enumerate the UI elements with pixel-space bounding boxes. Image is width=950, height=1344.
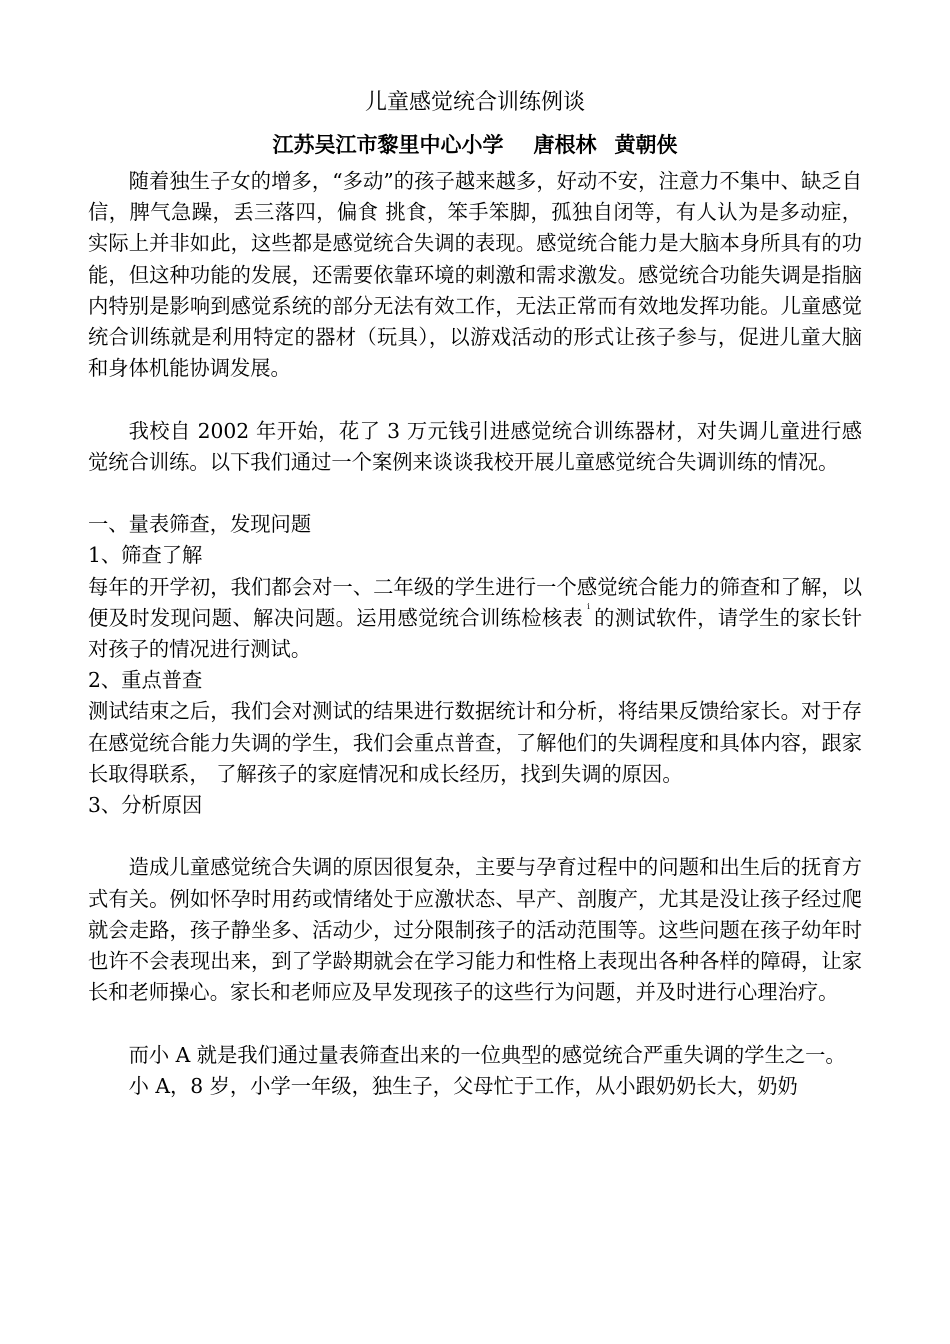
paragraph-spacer [88, 384, 862, 415]
subheading-2: 2、重点普查 [88, 668, 203, 693]
byline-school: 江苏吴江市黎里中心小学 [272, 133, 504, 157]
byline-author-2: 黄朝侠 [614, 133, 678, 157]
endnote-marker: i [587, 601, 590, 611]
subheading-3: 3、分析原因 [88, 793, 203, 818]
paragraph-case-detail: 小 A，8 岁，小学一年级，独生子，父母忙于工作，从小跟奶奶长大，奶奶 [128, 1073, 798, 1098]
paragraph-case-intro: 而小 A 就是我们通过量表筛查出来的一位典型的感觉统合严重失调的学生之一。 [128, 1042, 846, 1067]
paragraph-screening [88, 572, 862, 666]
screening-text-a: 每年的开学初，我们都会对一、二年级的学生进行一个感觉统合能力的筛查和了解，以便及时发现问题、解决问题。运用感觉统合训练检核表 [88, 574, 862, 630]
paragraph-spacer [88, 1008, 862, 1039]
byline-author-1: 唐根林 [533, 133, 597, 157]
paragraph-causes: 造成儿童感觉统合失调的原因很复杂，主要与孕育过程中的问题和出生后的抚育方式有关。例如怀孕时用药或情绪处于应激状态、早产、剖腹产，尤其是没让孩子经过爬就会走路，孩子静坐多、活动少，过分限制孩子的活动范围等。这些问题在孩子幼年时也许不会表现出来，到了学龄期就会在学习能力和性格上表现出各种各样的障碍，让家长和老师操心。家长和老师应及早发现孩子的这些行为问题，并及时进行心理治疗。 [88, 855, 862, 1005]
paragraph-school-intro: 我校自 2002 年开始，花了 3 万元钱引进感觉统合训练器材，对失调儿童进行感觉统合训练。以下我们通过一个案例来谈谈我校开展儿童感觉统合失调训练的情况。 [88, 418, 862, 474]
document-title: 儿童感觉统合训练例谈 [364, 90, 585, 115]
paragraph-key-survey: 测试结束之后，我们会对测试的结果进行数据统计和分析，将结果反馈给家长。对于存在感觉统合能力失调的学生，我们会重点普查，了解他们的失调程度和具体内容，跟家长取得联系， 了解孩子的家庭情况和成长经历，找到失调的原因。 [88, 699, 862, 786]
subheading-1: 1、筛查了解 [88, 543, 203, 568]
paragraph-spacer [88, 478, 862, 509]
paragraph-intro: 随着独生子女的增多，“多动”的孩子越来越多，好动不安，注意力不集中、缺乏自信，脾气急躁，丢三落四，偏食 挑食，笨手笨脚，孤独自闭等，有人认为是多动症，实际上并非如此，这些都是感觉统合失调的表现。感觉统合能力是大脑本身所具有的功能，但这种功能的发展，还需要依靠环境的刺激和需求激发。感觉统合功能失调是指脑内特别是影响到感觉系统的部分无法有效工作，无法正常而有效地发挥功能。儿童感觉统合训练就是利用特定的器材（玩具），以游戏活动的形式让孩子参与，促进儿童大脑和身体机能协调发展。 [88, 169, 862, 381]
screening-text-b: 的测试软件，请学生的家长针对孩子的情况进行测试。 [88, 605, 862, 662]
paragraph-spacer [88, 821, 862, 852]
byline [88, 130, 862, 160]
section-heading-1: 一、量表筛查，发现问题 [88, 512, 312, 537]
